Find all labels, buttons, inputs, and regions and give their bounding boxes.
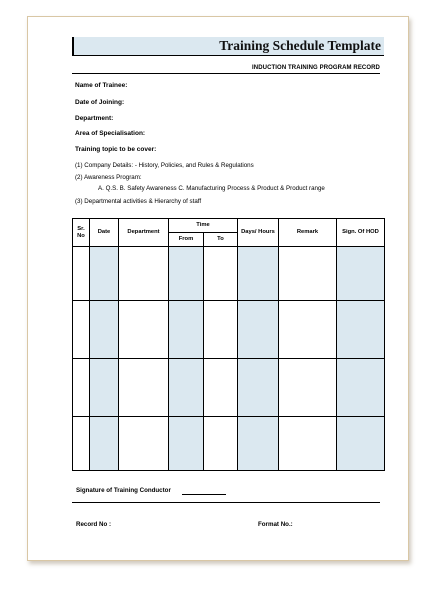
cell-sr[interactable] [73, 417, 90, 471]
document-page [27, 16, 409, 561]
cell-remark[interactable] [279, 359, 337, 417]
cell-from[interactable] [169, 247, 204, 301]
field-trainee-name: Name of Trainee: [75, 82, 128, 89]
cell-sign[interactable] [337, 247, 385, 301]
header-sign-hod: Sign. Of HOD [337, 219, 385, 247]
document-title: Training Schedule Template [219, 38, 381, 53]
field-training-topic: Training topic to be cover: [75, 146, 157, 153]
cell-sr[interactable] [73, 247, 90, 301]
cell-sr[interactable] [73, 359, 90, 417]
header-sr-no: Sr. No [73, 219, 90, 247]
header-time-from: From [169, 233, 204, 247]
format-no-label: Format No.: [258, 521, 293, 528]
cell-sign[interactable] [337, 359, 385, 417]
cell-sign[interactable] [337, 417, 385, 471]
cell-remark[interactable] [279, 301, 337, 359]
cell-days[interactable] [238, 417, 279, 471]
cell-sign[interactable] [337, 301, 385, 359]
header-time-to: To [204, 233, 238, 247]
field-date-joining: Date of Joining: [75, 99, 125, 106]
field-department: Department: [75, 115, 114, 122]
topic-item-2: (2) Awareness Program: [75, 174, 142, 181]
table-row [73, 417, 385, 471]
cell-to[interactable] [204, 247, 238, 301]
header-remark: Remark [279, 219, 337, 247]
signature-label: Signature of Training Conductor [76, 487, 171, 494]
subtitle-rule [72, 73, 380, 74]
cell-from[interactable] [169, 359, 204, 417]
table-row [73, 301, 385, 359]
footer-rule [72, 502, 380, 503]
cell-date[interactable] [90, 417, 119, 471]
cell-department[interactable] [119, 359, 169, 417]
header-days-hours: Days/ Hours [238, 219, 279, 247]
schedule-table [72, 218, 385, 471]
header-department: Department [119, 219, 169, 247]
topic-item-1: (1) Company Details: - History, Policies, and Rules & Regulations [75, 162, 254, 169]
cell-date[interactable] [90, 359, 119, 417]
header-date: Date [90, 219, 119, 247]
signature-line[interactable] [182, 494, 226, 495]
cell-date[interactable] [90, 247, 119, 301]
cell-days[interactable] [238, 359, 279, 417]
table-row [73, 247, 385, 301]
cell-to[interactable] [204, 417, 238, 471]
record-no-label: Record No : [76, 521, 112, 528]
table-row [73, 359, 385, 417]
cell-days[interactable] [238, 301, 279, 359]
header-time: Time [169, 219, 238, 233]
topic-item-2-detail: A. Q.S. B. Safety Awareness C. Manufacturing Process & Product & Product range [98, 185, 325, 192]
document-subtitle: INDUCTION TRAINING PROGRAM RECORD [252, 65, 380, 71]
cell-department[interactable] [119, 301, 169, 359]
cell-date[interactable] [90, 301, 119, 359]
cell-from[interactable] [169, 301, 204, 359]
cell-to[interactable] [204, 301, 238, 359]
field-specialisation: Area of Specialisation: [75, 130, 146, 137]
cell-sr[interactable] [73, 301, 90, 359]
cell-remark[interactable] [279, 247, 337, 301]
cell-department[interactable] [119, 247, 169, 301]
cell-to[interactable] [204, 359, 238, 417]
cell-from[interactable] [169, 417, 204, 471]
title-banner [72, 37, 384, 56]
cell-department[interactable] [119, 417, 169, 471]
cell-days[interactable] [238, 247, 279, 301]
cell-remark[interactable] [279, 417, 337, 471]
topic-item-3: (3) Departmental activities & Hierarchy of staff [75, 198, 202, 205]
